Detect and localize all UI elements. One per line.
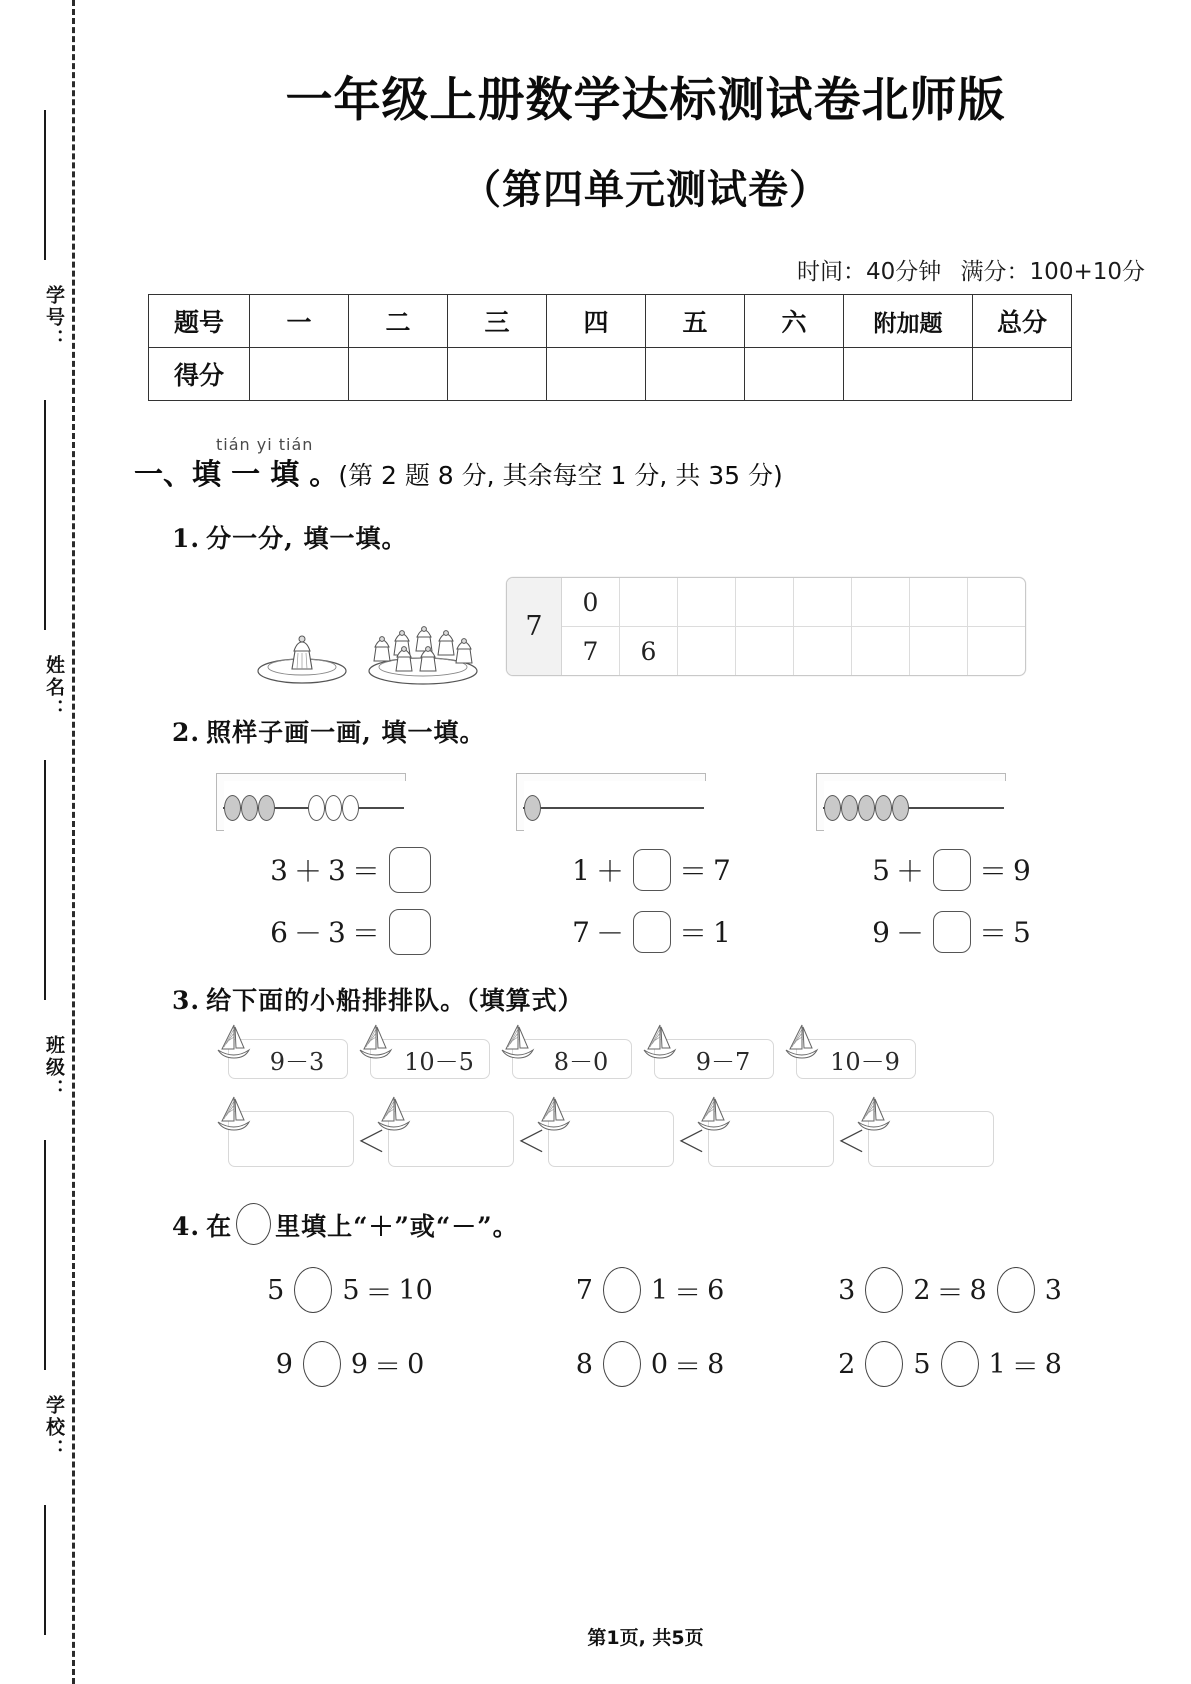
operator-blank-circle[interactable] [603, 1341, 641, 1387]
abacus-item [502, 773, 802, 831]
seal-line-strip [0, 0, 100, 1684]
seal-label-school: 学校： [43, 1395, 65, 1461]
operator-blank-circle[interactable] [865, 1267, 903, 1313]
q1-answer-grid [506, 577, 1026, 676]
operand-b: 9 [350, 1348, 369, 1380]
operand-a: 9 [872, 915, 891, 949]
abacus-icon-2[interactable] [516, 773, 706, 831]
equals: ＝ [351, 855, 381, 888]
equals: ＝ [936, 1277, 964, 1309]
score-cell: 一 [250, 295, 349, 348]
page-subtitle: （第四单元测试卷） [461, 167, 830, 213]
operand-c: 0 [407, 1348, 425, 1380]
boat-expression: 9－3 [228, 1039, 348, 1079]
seal-rule-2 [44, 400, 46, 630]
score-input-cell-total[interactable] [973, 348, 1072, 401]
comparison-sign: ＜ [676, 1125, 706, 1160]
seal-rule-1 [44, 110, 46, 260]
plate-seven-cupcakes-icon [358, 599, 488, 687]
operand-c: 5 [1013, 915, 1032, 949]
plate-one-cupcake-icon [252, 617, 352, 687]
sailboat-icon [354, 1019, 400, 1065]
question-4-number: 4. [172, 1212, 201, 1241]
score-table [148, 294, 1072, 401]
operand-c: 8 [969, 1274, 987, 1306]
sailboat-icon [638, 1019, 684, 1065]
abacus-item [202, 773, 502, 831]
worksheet-page [100, 0, 1191, 1684]
score-input-cell[interactable] [547, 348, 646, 401]
equation-7 [267, 1267, 433, 1313]
operator: － [595, 917, 625, 950]
sailboat-icon [780, 1019, 826, 1065]
operator-blank-circle[interactable] [303, 1341, 341, 1387]
q1-grid-cell[interactable] [736, 626, 794, 675]
equals: ＝ [674, 1277, 702, 1309]
sailboat-icon [372, 1091, 418, 1137]
abacus-group [202, 773, 1102, 831]
question-1 [172, 519, 1191, 687]
equals: ＝ [979, 917, 1009, 950]
operand-c: 1 [713, 915, 732, 949]
section-one [134, 435, 1191, 493]
equation-cell [202, 909, 502, 955]
answer-blank[interactable] [933, 849, 971, 891]
equals: ＝ [365, 1277, 393, 1309]
sailboat-icon [496, 1019, 542, 1065]
score-cell: 四 [547, 295, 646, 348]
question-3-number: 3. [172, 986, 201, 1015]
equation-cell [200, 1341, 500, 1387]
list-item [548, 1111, 674, 1167]
operand-c: 9 [1013, 853, 1032, 887]
score-row-label: 得分 [149, 348, 250, 401]
score-input-cell[interactable] [349, 348, 448, 401]
operand-a: 7 [575, 1274, 593, 1306]
list-item [228, 1111, 354, 1167]
equals: ＝ [674, 1351, 702, 1383]
boat-expression: 10－9 [796, 1039, 916, 1079]
question-2 [172, 713, 1191, 955]
equals: ＝ [979, 855, 1009, 888]
question-2-text: 照样子画一画, 填一填。 [206, 718, 486, 747]
comparison-sign: ＜ [836, 1125, 866, 1160]
equation-5 [572, 909, 732, 955]
list-item [654, 1039, 774, 1079]
comparison-sign: ＜ [356, 1125, 386, 1160]
operand-b: 0 [650, 1348, 669, 1380]
seal-label-name: 姓名： [43, 655, 65, 721]
q4-equations-row-1 [200, 1267, 1120, 1313]
operand-a: 5 [872, 853, 891, 887]
exam-meta [100, 253, 1145, 286]
equation-cell [802, 909, 1102, 955]
operator: － [293, 917, 323, 950]
q1-grid-cell[interactable] [736, 578, 794, 626]
q1-grid-cell[interactable]: 0 [562, 578, 620, 626]
list-item [796, 1039, 916, 1079]
time-limit: 时间：40分钟 [796, 259, 942, 285]
section-index: 一、 [134, 457, 193, 491]
operand-a: 5 [267, 1274, 285, 1306]
question-1-text: 分一分, 填一填。 [206, 524, 408, 553]
question-3-title [172, 981, 1191, 1017]
operand-b: 1 [650, 1274, 669, 1306]
seal-label-student-id: 学号： [43, 285, 65, 351]
q2-equations-row-2 [202, 909, 1102, 955]
q1-grid-cell[interactable] [910, 626, 968, 675]
answer-blank[interactable] [633, 911, 671, 953]
equals: ＝ [1011, 1351, 1039, 1383]
table-row [149, 295, 1072, 348]
boat-expression: 8－0 [512, 1039, 632, 1079]
operator: ＋ [895, 855, 925, 888]
q1-grid-lead-value: 7 [507, 578, 562, 675]
q3-boat-expression-row [228, 1039, 1191, 1079]
sailboat-icon [852, 1091, 898, 1137]
operand-b: 3 [328, 915, 347, 949]
question-4-text-post: 里填上“＋”或“－”。 [275, 1212, 519, 1241]
operand-a: 8 [575, 1348, 593, 1380]
equation-cell [500, 1267, 800, 1313]
equation-cell [502, 909, 802, 955]
seal-rule-5 [44, 1505, 46, 1635]
question-1-title [172, 519, 1191, 555]
seal-dashed-line [72, 0, 75, 1684]
list-item [228, 1039, 348, 1079]
score-cell-bonus: 附加题 [844, 295, 973, 348]
score-cell: 三 [448, 295, 547, 348]
operator: － [895, 917, 925, 950]
sailboat-icon [532, 1091, 578, 1137]
q1-grid-cell[interactable] [910, 578, 968, 626]
score-cell-total: 总分 [973, 295, 1072, 348]
equation-1 [270, 847, 434, 893]
answer-blank[interactable] [933, 911, 971, 953]
operand-a: 9 [275, 1348, 293, 1380]
operand-a: 6 [270, 915, 289, 949]
equals: ＝ [374, 1351, 402, 1383]
boat-expression: 9－7 [654, 1039, 774, 1079]
operator: ＋ [293, 855, 323, 888]
q1-grid-cell[interactable] [794, 626, 852, 675]
equation-cell [200, 1267, 500, 1313]
circle-placeholder-icon [236, 1203, 271, 1245]
equation-4 [270, 909, 434, 955]
q1-grid-cell[interactable] [852, 578, 910, 626]
list-item [512, 1039, 632, 1079]
equation-cell [202, 847, 502, 893]
table-row [562, 578, 1025, 626]
answer-blank[interactable] [633, 849, 671, 891]
abacus-icon-1[interactable] [216, 773, 406, 831]
operator-blank-circle[interactable] [865, 1341, 903, 1387]
operand-a: 2 [838, 1348, 856, 1380]
equation-3 [872, 847, 1032, 893]
operator: ＋ [595, 855, 625, 888]
question-1-number: 1. [172, 524, 201, 553]
operand-c: 7 [713, 853, 732, 887]
score-input-cell[interactable] [745, 348, 844, 401]
score-row-label: 题号 [149, 295, 250, 348]
full-score: 满分：100+10分 [960, 259, 1145, 285]
boat-expression: 10－5 [370, 1039, 490, 1079]
operand-a: 3 [270, 853, 289, 887]
equation-cell [800, 1267, 1100, 1313]
section-title: 填 一 填 。 [192, 457, 339, 491]
equation-12 [838, 1341, 1062, 1387]
equation-cell [802, 847, 1102, 893]
score-input-cell[interactable] [646, 348, 745, 401]
operand-a: 7 [572, 915, 591, 949]
seal-label-class: 班级： [43, 1035, 65, 1101]
operand-c: 8 [707, 1348, 725, 1380]
list-item [388, 1111, 514, 1167]
equation-8 [576, 1267, 725, 1313]
q2-equations-row-1 [202, 847, 1102, 893]
operand-a: 3 [838, 1274, 856, 1306]
score-input-cell[interactable] [250, 348, 349, 401]
q3-boat-answer-row [228, 1111, 1191, 1167]
page-title: 一年级上册数学达标测试卷北师版 [285, 73, 1006, 128]
score-cell: 五 [646, 295, 745, 348]
score-input-cell[interactable] [448, 348, 547, 401]
q1-grid-cell[interactable]: 6 [620, 626, 678, 675]
operator-blank-circle[interactable] [941, 1341, 979, 1387]
operand-d: 8 [1044, 1348, 1062, 1380]
equation-cell [502, 847, 802, 893]
operand-b: 3 [328, 853, 347, 887]
sailboat-icon [212, 1019, 258, 1065]
operator-blank-circle[interactable] [294, 1267, 332, 1313]
abacus-icon-3[interactable] [816, 773, 1006, 831]
answer-blank[interactable] [389, 847, 431, 893]
q1-grid-cell[interactable]: 7 [562, 626, 620, 675]
seal-rule-4 [44, 1140, 46, 1370]
question-3-text: 给下面的小船排排队。（填算式） [206, 986, 584, 1015]
question-4-title [172, 1203, 1191, 1245]
cupcake-plates [252, 599, 488, 687]
q4-equations-row-2 [200, 1341, 1120, 1387]
q1-grid-cell[interactable] [968, 626, 1025, 675]
operand-d: 3 [1044, 1274, 1062, 1306]
question-2-title [172, 713, 1191, 749]
equation-10 [276, 1341, 425, 1387]
abacus-item [802, 773, 1102, 831]
equals: ＝ [679, 917, 709, 950]
operand-b: 5 [913, 1348, 931, 1380]
q1-grid-cell[interactable] [794, 578, 852, 626]
score-input-cell-bonus[interactable] [844, 348, 973, 401]
equation-cell [500, 1341, 800, 1387]
question-1-body [252, 577, 1191, 687]
q1-grid-cell[interactable] [678, 626, 736, 675]
operand-b: 2 [913, 1274, 931, 1306]
question-3 [172, 981, 1191, 1167]
answer-blank[interactable] [389, 909, 431, 955]
list-item [868, 1111, 994, 1167]
question-4-text-pre: 在 [206, 1212, 233, 1241]
section-pinyin: tián yi tián [216, 435, 314, 454]
sailboat-icon [692, 1091, 738, 1137]
table-row [562, 626, 1025, 675]
q1-grid-cell[interactable] [620, 578, 678, 626]
question-2-number: 2. [172, 718, 201, 747]
seal-rule-3 [44, 760, 46, 1000]
equation-2 [572, 847, 732, 893]
equals: ＝ [351, 917, 381, 950]
operand-c: 10 [398, 1274, 433, 1306]
equation-6 [872, 909, 1032, 955]
operand-c: 1 [988, 1348, 1006, 1380]
operand-a: 1 [572, 853, 591, 887]
operand-c: 6 [707, 1274, 725, 1306]
list-item [370, 1039, 490, 1079]
question-4 [172, 1203, 1191, 1387]
section-heading [134, 452, 1191, 493]
equals: ＝ [679, 855, 709, 888]
q1-grid-cell[interactable] [678, 578, 736, 626]
score-cell: 二 [349, 295, 448, 348]
table-row [149, 348, 1072, 401]
sailboat-icon [212, 1091, 258, 1137]
operator-blank-circle[interactable] [997, 1267, 1035, 1313]
equation-11 [576, 1341, 725, 1387]
operator-blank-circle[interactable] [603, 1267, 641, 1313]
q1-grid-cell[interactable] [852, 626, 910, 675]
page-footer: 第1页, 共5页 [587, 1627, 704, 1649]
score-cell: 六 [745, 295, 844, 348]
operand-b: 5 [342, 1274, 360, 1306]
comparison-sign: ＜ [516, 1125, 546, 1160]
equation-cell [800, 1341, 1100, 1387]
equation-9 [838, 1267, 1062, 1313]
list-item [708, 1111, 834, 1167]
q1-grid-cell[interactable] [968, 578, 1025, 626]
section-points: (第 2 题 8 分, 其余每空 1 分, 共 35 分) [338, 461, 783, 490]
